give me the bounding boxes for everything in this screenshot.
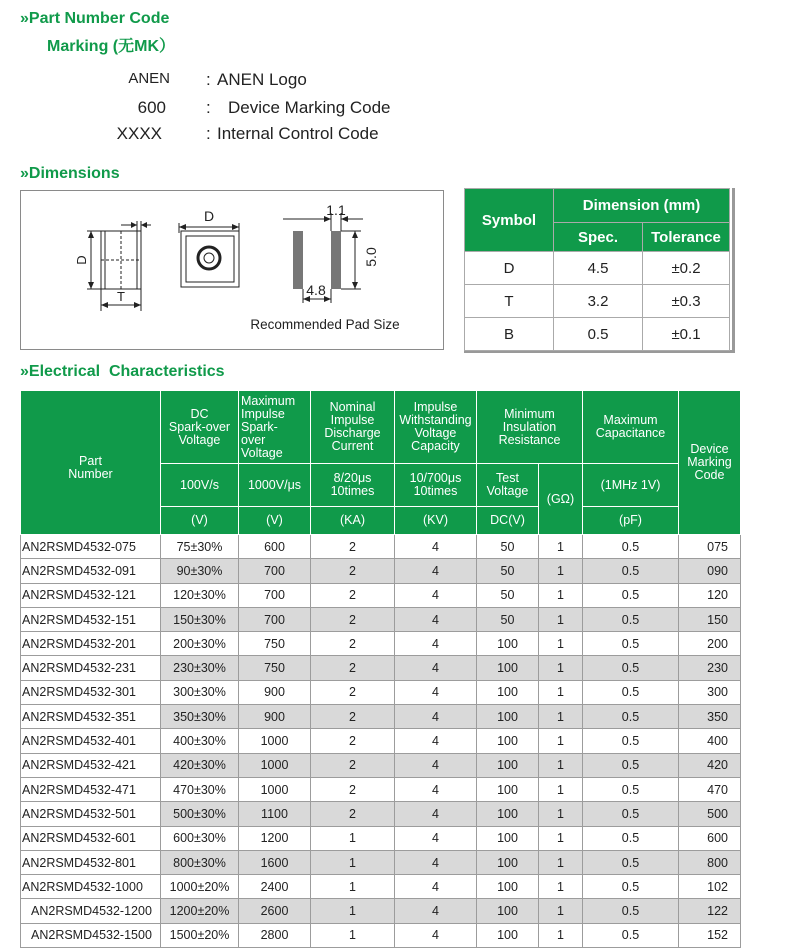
cell-code: 200 (679, 632, 741, 656)
hdr-nom-unit: (KA) (311, 507, 395, 535)
marking-separator: : (206, 70, 211, 89)
hdr-dc-sparkover: DC Spark-over Voltage (161, 391, 239, 464)
cell-nom: 1 (311, 850, 395, 874)
cell-nom: 2 (311, 729, 395, 753)
cell-nom: 2 (311, 632, 395, 656)
table-row (21, 923, 741, 947)
dimension-spec: 0.5 (554, 318, 643, 351)
cell-imp: 750 (239, 656, 311, 680)
cell-cap: 0.5 (583, 559, 679, 583)
cell-cap: 0.5 (583, 875, 679, 899)
cell-tv: 50 (477, 583, 539, 607)
hdr-nom-cond: 8/20μs 10times (311, 464, 395, 507)
dimensions-heading (20, 165, 120, 183)
hdr-dc-cond: 100V/s (161, 464, 239, 507)
marking-key: 600 (137, 98, 166, 117)
cell-cap: 0.5 (583, 680, 679, 704)
cell-tv: 100 (477, 753, 539, 777)
cell-imp: 700 (239, 583, 311, 607)
cell-ir: 1 (539, 632, 583, 656)
cell-code: 470 (679, 777, 741, 801)
cell-pn: AN2RSMD4532-421 (21, 753, 161, 777)
marking-value: Device Marking Code (228, 98, 391, 117)
cell-ir: 1 (539, 535, 583, 559)
cell-dc: 1500±20% (161, 923, 239, 947)
cell-pn: AN2RSMD4532-201 (21, 632, 161, 656)
cell-tv: 100 (477, 923, 539, 947)
cell-imp: 2800 (239, 923, 311, 947)
cell-wit: 4 (395, 802, 477, 826)
table-row (21, 632, 741, 656)
hdr-imp-cond: 1000V/μs (239, 464, 311, 507)
cell-ir: 1 (539, 899, 583, 923)
marking-row (0, 98, 420, 122)
cell-ir: 1 (539, 705, 583, 729)
electrical-table (20, 390, 741, 948)
cell-nom: 1 (311, 899, 395, 923)
cell-dc: 90±30% (161, 559, 239, 583)
cell-pn: AN2RSMD4532-1500 (21, 923, 161, 947)
chevron-icon: » (20, 165, 29, 182)
dimension-spec: 3.2 (554, 285, 643, 318)
cell-pn: AN2RSMD4532-1200 (21, 899, 161, 923)
pad-caption: Recommended Pad Size (250, 317, 400, 332)
hdr-impulse-withstanding: Impulse Withstanding Voltage Capacity (395, 391, 477, 464)
marking-separator: : (206, 124, 211, 143)
cell-dc: 200±30% (161, 632, 239, 656)
col-spec: Spec. (554, 223, 643, 252)
cell-nom: 2 (311, 777, 395, 801)
cell-imp: 2600 (239, 899, 311, 923)
cell-code: 350 (679, 705, 741, 729)
cell-pn: AN2RSMD4532-501 (21, 802, 161, 826)
cell-tv: 100 (477, 656, 539, 680)
cell-tv: 100 (477, 680, 539, 704)
cell-wit: 4 (395, 656, 477, 680)
cell-tv: 100 (477, 850, 539, 874)
cell-cap: 0.5 (583, 583, 679, 607)
marking-subheading: Marking (无MK） (47, 38, 176, 55)
hdr-imp-unit: (V) (239, 507, 311, 535)
cell-wit: 4 (395, 777, 477, 801)
cell-tv: 50 (477, 535, 539, 559)
dimension-tol: ±0.2 (643, 252, 730, 285)
marking-row (0, 70, 420, 94)
hdr-test-voltage-unit: DC(V) (477, 507, 539, 535)
electrical-heading (20, 363, 225, 381)
cell-wit: 4 (395, 899, 477, 923)
marking-value: Internal Control Code (217, 124, 379, 143)
cell-dc: 350±30% (161, 705, 239, 729)
cell-ir: 1 (539, 607, 583, 631)
dimension-row (465, 285, 730, 318)
marking-key: ANEN (128, 70, 170, 87)
cell-wit: 4 (395, 680, 477, 704)
cell-imp: 2400 (239, 875, 311, 899)
cell-wit: 4 (395, 705, 477, 729)
dimension-tol: ±0.1 (643, 318, 730, 351)
cell-wit: 4 (395, 535, 477, 559)
table-row (21, 559, 741, 583)
cell-cap: 0.5 (583, 777, 679, 801)
cell-nom: 2 (311, 535, 395, 559)
cell-wit: 4 (395, 607, 477, 631)
cell-tv: 100 (477, 875, 539, 899)
cell-cap: 0.5 (583, 632, 679, 656)
cell-code: 102 (679, 875, 741, 899)
table-row (21, 826, 741, 850)
dimension-table-wrap (464, 188, 735, 353)
cell-tv: 100 (477, 826, 539, 850)
cell-wit: 4 (395, 559, 477, 583)
cell-cap: 0.5 (583, 535, 679, 559)
table-row (21, 680, 741, 704)
cell-wit: 4 (395, 583, 477, 607)
electrical-table-wrap (20, 390, 742, 948)
cell-ir: 1 (539, 802, 583, 826)
cell-imp: 750 (239, 632, 311, 656)
dim-label-pad-span: 4.8 (306, 282, 326, 298)
cell-pn: AN2RSMD4532-121 (21, 583, 161, 607)
dimension-row (465, 318, 730, 351)
hdr-part-number: Part Number (21, 391, 161, 535)
cell-pn: AN2RSMD4532-801 (21, 850, 161, 874)
cell-pn: AN2RSMD4532-075 (21, 535, 161, 559)
cell-nom: 2 (311, 656, 395, 680)
hdr-cap-unit: (pF) (583, 507, 679, 535)
cell-pn: AN2RSMD4532-401 (21, 729, 161, 753)
table-row (21, 753, 741, 777)
hdr-dc-unit: (V) (161, 507, 239, 535)
dim-label-d-top: D (203, 208, 215, 224)
dimension-drawing (21, 191, 443, 349)
dimension-tol: ±0.3 (643, 285, 730, 318)
cell-cap: 0.5 (583, 656, 679, 680)
col-tolerance: Tolerance (643, 223, 730, 252)
cell-nom: 2 (311, 753, 395, 777)
table-row (21, 535, 741, 559)
cell-imp: 1000 (239, 729, 311, 753)
pad-layout-drawing (283, 202, 379, 303)
hdr-wit-cond: 10/700μs 10times (395, 464, 477, 507)
dimension-symbol: T (465, 285, 554, 318)
cell-wit: 4 (395, 729, 477, 753)
cell-dc: 470±30% (161, 777, 239, 801)
cell-imp: 1000 (239, 753, 311, 777)
cell-imp: 700 (239, 559, 311, 583)
cell-pn: AN2RSMD4532-471 (21, 777, 161, 801)
cell-dc: 230±30% (161, 656, 239, 680)
cell-pn: AN2RSMD4532-301 (21, 680, 161, 704)
cell-nom: 2 (311, 607, 395, 631)
cell-cap: 0.5 (583, 802, 679, 826)
cell-code: 400 (679, 729, 741, 753)
part-number-heading-text: Part Number Code (28, 10, 170, 27)
dim-label-t: T (117, 289, 125, 304)
cell-dc: 120±30% (161, 583, 239, 607)
chevron-icon: » (20, 363, 29, 380)
cell-tv: 50 (477, 607, 539, 631)
cell-cap: 0.5 (583, 923, 679, 947)
cell-pn: AN2RSMD4532-151 (21, 607, 161, 631)
cell-code: 090 (679, 559, 741, 583)
table-row (21, 899, 741, 923)
cell-ir: 1 (539, 656, 583, 680)
cell-cap: 0.5 (583, 899, 679, 923)
table-row (21, 777, 741, 801)
cell-ir: 1 (539, 850, 583, 874)
cell-imp: 900 (239, 705, 311, 729)
cell-cap: 0.5 (583, 729, 679, 753)
cell-imp: 900 (239, 680, 311, 704)
cell-dc: 400±30% (161, 729, 239, 753)
cell-tv: 50 (477, 559, 539, 583)
cell-dc: 300±30% (161, 680, 239, 704)
cell-ir: 1 (539, 923, 583, 947)
cell-dc: 1200±20% (161, 899, 239, 923)
cell-imp: 1200 (239, 826, 311, 850)
cell-ir: 1 (539, 680, 583, 704)
hdr-wit-unit: (KV) (395, 507, 477, 535)
cell-dc: 500±30% (161, 802, 239, 826)
cell-dc: 420±30% (161, 753, 239, 777)
cell-pn: AN2RSMD4532-351 (21, 705, 161, 729)
cell-imp: 600 (239, 535, 311, 559)
marking-row (0, 124, 420, 148)
cell-ir: 1 (539, 875, 583, 899)
cell-imp: 1000 (239, 777, 311, 801)
cell-imp: 1100 (239, 802, 311, 826)
cell-code: 152 (679, 923, 741, 947)
cell-code: 420 (679, 753, 741, 777)
table-row (21, 802, 741, 826)
col-dimension: Dimension (mm) (554, 189, 730, 223)
dimensions-heading-text: Dimensions (28, 165, 120, 182)
hdr-nominal-impulse: Nominal Impulse Discharge Current (311, 391, 395, 464)
cell-wit: 4 (395, 923, 477, 947)
dimension-table (464, 188, 730, 351)
cell-ir: 1 (539, 559, 583, 583)
cell-wit: 4 (395, 753, 477, 777)
cell-cap: 0.5 (583, 753, 679, 777)
table-row (21, 875, 741, 899)
dim-label-d-side: D (74, 255, 89, 265)
cell-wit: 4 (395, 632, 477, 656)
marking-separator: : (206, 98, 211, 117)
cell-code: 150 (679, 607, 741, 631)
hdr-cap-cond: (1MHz 1V) (583, 464, 679, 507)
hdr-marking-code: Device Marking Code (679, 391, 741, 535)
chevron-icon: » (20, 10, 29, 27)
hdr-test-voltage: Test Voltage (477, 464, 539, 507)
dim-label-pad-height: 5.0 (363, 247, 379, 267)
cell-code: 120 (679, 583, 741, 607)
cell-pn: AN2RSMD4532-1000 (21, 875, 161, 899)
table-row (21, 656, 741, 680)
cell-tv: 100 (477, 632, 539, 656)
cell-cap: 0.5 (583, 826, 679, 850)
marking-value: ANEN Logo (217, 70, 307, 89)
cell-tv: 100 (477, 777, 539, 801)
cell-wit: 4 (395, 826, 477, 850)
table-row (21, 705, 741, 729)
dimension-spec: 4.5 (554, 252, 643, 285)
cell-nom: 1 (311, 923, 395, 947)
hdr-max-capacitance: Maximum Capacitance (583, 391, 679, 464)
cell-pn: AN2RSMD4532-091 (21, 559, 161, 583)
cell-dc: 75±30% (161, 535, 239, 559)
cell-code: 075 (679, 535, 741, 559)
cell-ir: 1 (539, 777, 583, 801)
table-row (21, 850, 741, 874)
cell-nom: 2 (311, 705, 395, 729)
top-view-drawing (179, 223, 239, 287)
cell-ir: 1 (539, 583, 583, 607)
cell-cap: 0.5 (583, 607, 679, 631)
dimension-symbol: D (465, 252, 554, 285)
cell-ir: 1 (539, 826, 583, 850)
dim-label-pad-width: 1.1 (326, 202, 346, 218)
col-symbol: Symbol (465, 189, 554, 252)
cell-nom: 2 (311, 802, 395, 826)
part-number-heading (20, 10, 169, 28)
cell-dc: 150±30% (161, 607, 239, 631)
cell-nom: 1 (311, 826, 395, 850)
cell-nom: 1 (311, 875, 395, 899)
cell-pn: AN2RSMD4532-601 (21, 826, 161, 850)
cell-code: 800 (679, 850, 741, 874)
cell-nom: 2 (311, 559, 395, 583)
marking-key: XXXX (116, 124, 162, 143)
electrical-heading-text: Electrical Characteristics (28, 363, 225, 380)
cell-wit: 4 (395, 850, 477, 874)
dimension-drawing-panel (20, 190, 444, 350)
cell-imp: 700 (239, 607, 311, 631)
cell-nom: 2 (311, 680, 395, 704)
cell-tv: 100 (477, 729, 539, 753)
table-row (21, 583, 741, 607)
cell-cap: 0.5 (583, 850, 679, 874)
hdr-resistance-unit: (GΩ) (539, 464, 583, 535)
cell-cap: 0.5 (583, 705, 679, 729)
cell-dc: 600±30% (161, 826, 239, 850)
hdr-max-impulse: Maximum Impulse Spark- over Voltage (239, 391, 311, 464)
table-row (21, 607, 741, 631)
cell-code: 500 (679, 802, 741, 826)
cell-code: 600 (679, 826, 741, 850)
dimension-symbol: B (465, 318, 554, 351)
cell-tv: 100 (477, 705, 539, 729)
cell-tv: 100 (477, 899, 539, 923)
cell-code: 300 (679, 680, 741, 704)
cell-dc: 800±30% (161, 850, 239, 874)
cell-wit: 4 (395, 875, 477, 899)
hdr-min-insulation: Minimum Insulation Resistance (477, 391, 583, 464)
cell-code: 230 (679, 656, 741, 680)
cell-code: 122 (679, 899, 741, 923)
cell-nom: 2 (311, 583, 395, 607)
cell-pn: AN2RSMD4532-231 (21, 656, 161, 680)
dimension-row (465, 252, 730, 285)
cell-tv: 100 (477, 802, 539, 826)
table-row (21, 729, 741, 753)
cell-dc: 1000±20% (161, 875, 239, 899)
cell-ir: 1 (539, 729, 583, 753)
cell-ir: 1 (539, 753, 583, 777)
cell-imp: 1600 (239, 850, 311, 874)
